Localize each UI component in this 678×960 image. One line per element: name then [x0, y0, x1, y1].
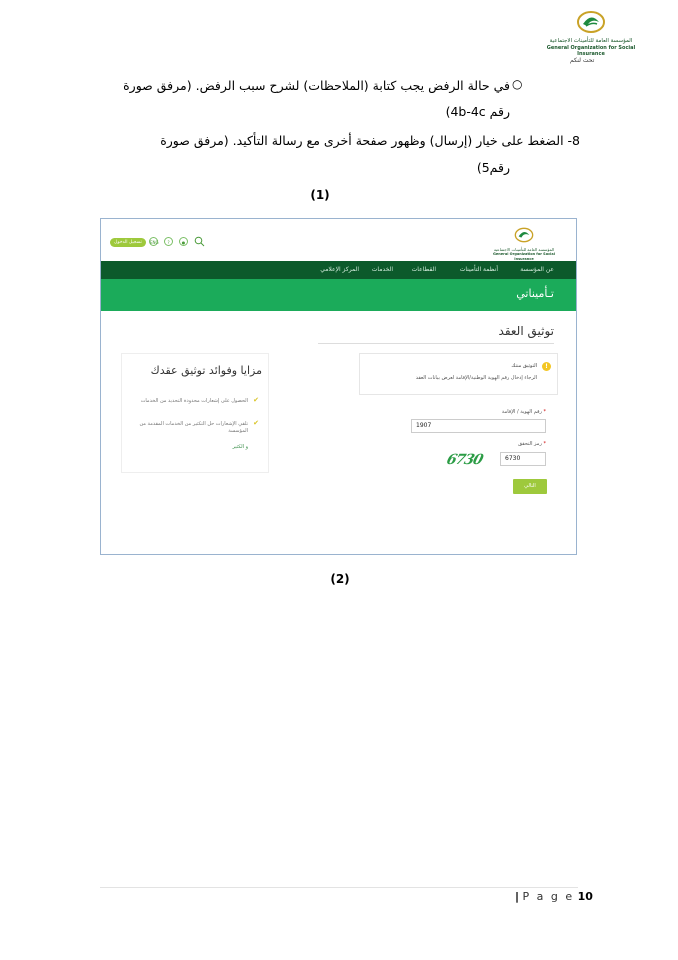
page-footer: [515, 890, 593, 903]
organization-logo: [536, 10, 646, 68]
caption-2: (2): [330, 572, 350, 586]
id-number-input[interactable]: 1907: [411, 419, 546, 433]
header-org-arabic: المؤسسة العامة للتأمينات الاجتماعية: [549, 38, 633, 44]
benefits-panel: [121, 353, 269, 473]
notice-body: الرجاء إدخال رقم الهوية الوطنية/الإقامة لعرض بيانات العقد: [415, 375, 537, 381]
nav-item-sectors[interactable]: القطاعات: [411, 266, 436, 273]
nav-item-systems[interactable]: أنظمة التأمينات: [459, 266, 498, 273]
embedded-screenshot: [100, 218, 577, 555]
banner-title: تـأميناتي: [516, 287, 554, 300]
caption-1: (1): [310, 188, 330, 202]
captcha-field-label: * رمز التحقق: [518, 441, 546, 447]
site-logo-english: General Organization for Social Insurance: [493, 252, 555, 261]
bullet-symbol: ○: [512, 77, 523, 91]
benefits-more-link[interactable]: و الكثير: [232, 444, 248, 450]
site-topbar: [101, 219, 576, 261]
main-nav: [101, 261, 576, 279]
location-icon[interactable]: ●: [179, 237, 188, 246]
section-banner: [101, 279, 576, 311]
benefits-title: مزايا وفوائد توثيق عقدك: [150, 364, 262, 377]
eye-icon[interactable]: ENG: [149, 237, 158, 246]
search-icon[interactable]: [194, 236, 205, 247]
gosi-emblem-icon: [573, 10, 609, 34]
submit-button[interactable]: التالي: [513, 479, 547, 494]
check-icon: ✔: [253, 396, 259, 404]
help-icon[interactable]: ?: [164, 237, 173, 246]
benefit-item: الحصول على إشعارات محدودة التحديد من الخدمات: [140, 398, 248, 404]
nav-item-about[interactable]: عن المؤسسة: [520, 266, 554, 273]
gosi-emblem-icon: [511, 227, 537, 243]
site-logo-arabic: المؤسسة العامة للتأمينات الاجتماعية: [493, 247, 555, 252]
footer-divider: [100, 887, 578, 888]
id-field-label: * رقم الهوية / الإقامة: [501, 409, 546, 415]
nav-item-media-center[interactable]: المركز الإعلامي: [320, 266, 359, 273]
page-title: توثيق العقد: [498, 324, 554, 338]
info-icon: !: [542, 362, 551, 371]
title-divider: [318, 343, 554, 344]
page-number: 10: [577, 890, 593, 903]
check-icon: ✔: [253, 419, 259, 427]
login-button[interactable]: تسجيل الدخول: [110, 238, 146, 247]
info-notice: [359, 353, 558, 395]
bullet-line-1: في حالة الرفض يجب كتابة (الملاحظات) لشرح سبب الرفض. (مرفق صورة: [123, 78, 510, 93]
captcha-image: 6730: [444, 452, 485, 468]
footer-bar: |: [515, 890, 520, 903]
footer-page-label: P a g e: [522, 890, 575, 903]
benefit-item: تلقي الإشعارات حل التكثير من الخدمات المقدمة من المؤسسة: [139, 421, 248, 434]
header-tagline: تحت لنكم: [570, 57, 595, 64]
header-org-english: General Organization for Social Insurance: [546, 45, 636, 57]
nav-item-services[interactable]: الخدمات: [371, 266, 393, 273]
step-8-line-2: رقم5): [476, 160, 510, 175]
bullet-line-2: رقم 4b-4c): [445, 104, 510, 119]
site-logo[interactable]: [490, 227, 558, 261]
captcha-input[interactable]: 6730: [500, 452, 546, 466]
step-8-line-1: 8- الضغط على خيار (إرسال) وظهور صفحة أخرى مع رسالة التأكيد. (مرفق صورة: [160, 133, 580, 148]
notice-title: التوثيق منتك: [511, 363, 537, 369]
